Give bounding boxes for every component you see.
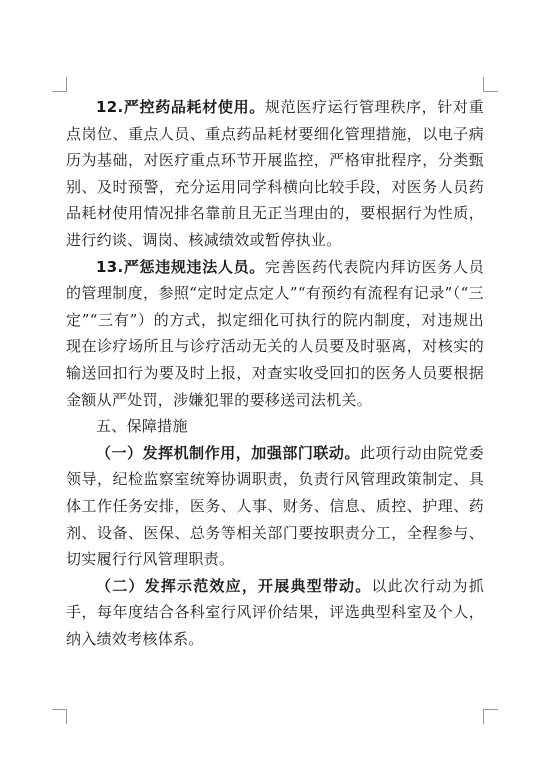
- measure-1-text: 此项行动由院党委领导，纪检监察室统筹协调职责，负责行风管理政策制定、具体工作任务安排，医务、人事、财务、信息、质控、护理、药剂、设备、医保、总务等相关部门要按职责分工，全程参与、切实履行行风管理职责。: [66, 443, 485, 569]
- item-13-text: 完善医药代表院内拜访医务人员的管理制度，参照“定时定点定人”“有预约有流程有记录”（“三定”“三有”）的方式，拟定细化可执行的院内制度，对违规出现在诊疗场所且与诊疗活动无关的人员要及时驱离，对核实的输送回扣行为要及时上报，对查实收受回扣的医务人员要根据金额从严处罚，涉嫌犯罪的要移送司法机关。: [66, 257, 484, 409]
- crop-mark-top-left: [52, 77, 67, 92]
- section-5-title: 五、保障措施: [96, 417, 188, 436]
- item-13-heading: 13.严惩违规违法人员。: [96, 257, 265, 276]
- paragraph-measure-1: [66, 440, 484, 573]
- measure-2-text: 以此次行动为抓手，每年度结合各科室行风评价结果，评选典型科室及个人，纳入绩效考核体系。: [66, 576, 484, 648]
- item-12-text: 规范医疗运行管理秩序，针对重点岗位、重点人员、重点药品耗材要细化管理措施，以电子病历为基础，对医疗重点环节开展监控，严格审批程序，分类甄别、及时预警，充分运用同学科横向比较手段，对医务人员药品耗材使用情况排名靠前且无正当理由的，要根据行为性质，进行约谈、调岗、核减绩效或暂停执业。: [66, 98, 484, 249]
- section-heading-safeguards: [66, 413, 484, 440]
- item-12-heading: 12.严控药品耗材使用。: [96, 98, 265, 116]
- paragraph-measure-2: [66, 573, 484, 653]
- paragraph-item-12: [66, 94, 484, 254]
- crop-mark-top-right: [483, 77, 498, 92]
- measure-1-heading: （一）发挥机制作用，加强部门联动。: [96, 443, 360, 462]
- document-body: [66, 94, 484, 652]
- crop-mark-bottom-right: [483, 709, 498, 724]
- measure-2-heading: （二）发挥示范效应，开展典型带动。: [96, 576, 372, 595]
- crop-mark-bottom-left: [52, 709, 67, 724]
- paragraph-item-13: [66, 254, 484, 414]
